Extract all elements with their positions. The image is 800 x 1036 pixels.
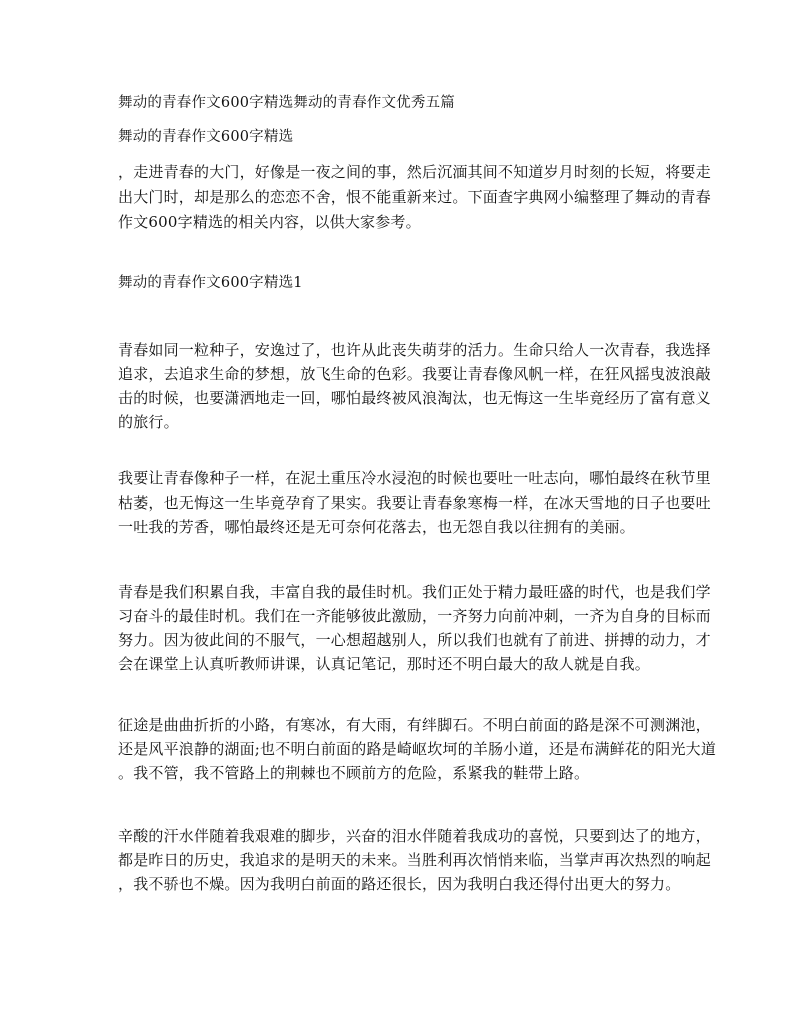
paragraph-line: 都是昨日的历史，我追求的是明天的未来。当胜利再次悄悄来临，当掌声再次热烈的响起 xyxy=(118,851,711,869)
paragraph-line: 一吐我的芳香，哪怕最终还是无可奈何花落去，也无怨自我以往拥有的美丽。 xyxy=(118,518,635,536)
paragraph-line: 征途是曲曲折折的小路，有寒冰，有大雨，有绊脚石。不明白前面的路是深不可测渊池， xyxy=(118,716,711,734)
intro-line: 作文600字精选的相关内容，以供大家参考。 xyxy=(118,213,421,231)
section-heading: 舞动的青春作文600字精选1 xyxy=(118,275,303,291)
paragraph-line: 击的时候，也要潇洒地走一回，哪怕最终被风浪淘汰，也无悔这一生毕竟经历了富有意义 xyxy=(118,389,711,407)
paragraph-line: 的旅行。 xyxy=(118,413,179,431)
paragraph-line: 还是风平浪静的湖面;也不明白前面的路是崎岖坎坷的羊肠小道，还是布满鲜花的阳光大道 xyxy=(118,740,717,758)
document-subtitle: 舞动的青春作文600字精选 xyxy=(118,129,294,145)
intro-line: 出大门时，却是那么的恋恋不舍，恨不能重新来过。下面查字典网小编整理了舞动的青春 xyxy=(118,188,711,206)
document-title: 舞动的青春作文600字精选舞动的青春作文优秀五篇 xyxy=(118,95,455,111)
paragraph-line: 枯萎，也无悔这一生毕竟孕育了果实。我要让青春象寒梅一样，在冰天雪地的日子也要吐 xyxy=(118,494,711,512)
intro-line: ，走进青春的大门，好像是一夜之间的事，然后沉湎其间不知道岁月时刻的长短，将要走 xyxy=(118,163,711,181)
paragraph-line: 辛酸的汗水伴随着我艰难的脚步，兴奋的泪水伴随着我成功的喜悦，只要到达了的地方， xyxy=(118,827,711,845)
paragraph-line: ，我不骄也不燥。因为我明白前面的路还很长，因为我明白我还得付出更大的努力。 xyxy=(118,875,681,893)
paragraph-line: 习奋斗的最佳时机。我们在一齐能够彼此激励，一齐努力向前冲刺，一齐为自身的目标而 xyxy=(118,607,711,625)
paragraph-line: 追求，去追求生命的梦想，放飞生命的色彩。我要让青春像风帆一样，在狂风摇曳波浪敲 xyxy=(118,365,711,383)
paragraph-line: 青春如同一粒种子，安逸过了，也许从此丧失萌芽的活力。生命只给人一次青春，我选择 xyxy=(118,341,711,359)
paragraph-line: 我要让青春像种子一样，在泥土重压冷水浸泡的时候也要吐一吐志向，哪怕最终在秋节里 xyxy=(118,469,711,487)
paragraph-line: 努力。因为彼此间的不服气，一心想超越别人，所以我们也就有了前进、拼搏的动力，才 xyxy=(118,631,711,649)
paragraph-line: 青春是我们积累自我，丰富自我的最佳时机。我们正处于精力最旺盛的时代，也是我们学 xyxy=(118,583,711,601)
paragraph-line: 会在课堂上认真听教师讲课，认真记笔记，那时还不明白最大的敌人就是自我。 xyxy=(118,655,651,673)
paragraph-line: 。我不管，我不管路上的荆棘也不顾前方的危险，系紧我的鞋带上路。 xyxy=(118,764,590,782)
